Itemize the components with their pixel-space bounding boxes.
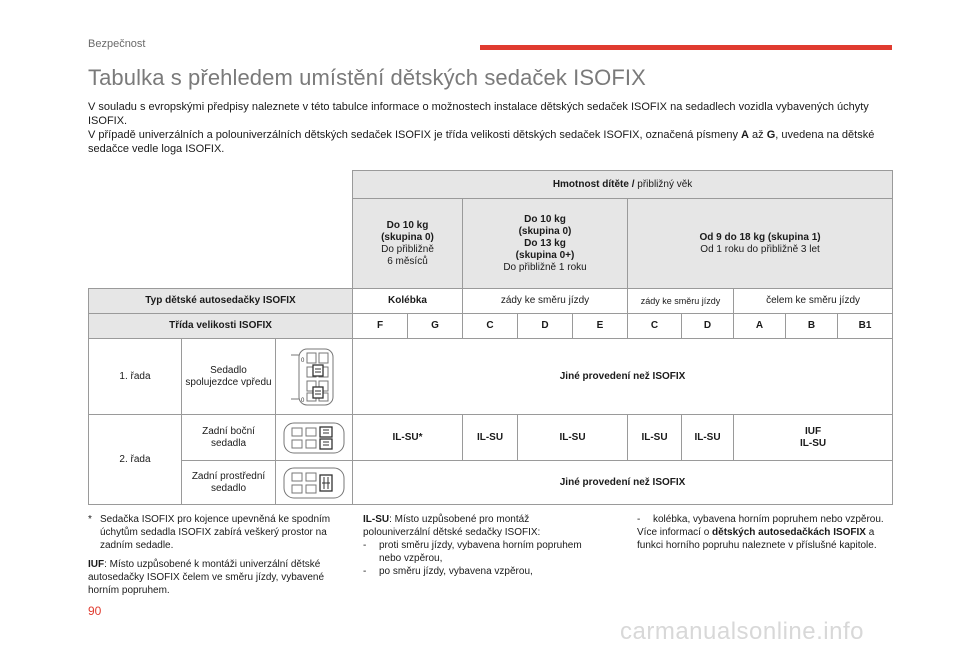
- car-front-seat-icon: [276, 339, 353, 415]
- seat-rear-middle: Zadní prostřední sedadlo: [182, 461, 276, 505]
- front-passenger-value: Jiné provedení než ISOFIX: [353, 339, 893, 415]
- size-class-cell: A: [734, 314, 786, 339]
- size-class-cell: C: [628, 314, 682, 339]
- intro-text: [88, 100, 888, 156]
- size-class-cell: B: [786, 314, 838, 339]
- rear-middle-value: Jiné provedení než ISOFIX: [353, 461, 893, 505]
- type-forward-facing: čelem ke směru jízdy: [734, 289, 893, 314]
- ilsu-item: - po směru jízdy, vybavena vzpěrou,: [363, 566, 533, 577]
- page-title: Tabulka s přehledem umístění dětských sedaček ISOFIX: [88, 65, 646, 90]
- rear-side-value: IL-SU: [628, 415, 682, 461]
- rear-side-value: IL-SU: [463, 415, 518, 461]
- svg-text:0: 0: [301, 357, 305, 364]
- rear-side-value: IL-SU: [518, 415, 628, 461]
- iuf-note: IUF: Místo uzpůsobené k montáži univerzální dětské autosedačky ISOFIX čelem ve směru jízdy, vybavené horním popruhem.: [88, 559, 325, 596]
- section-title: Bezpečnost: [88, 38, 146, 50]
- weight-header: Hmotnost dítěte / přibližný věk: [353, 171, 893, 199]
- size-class-cell: C: [463, 314, 518, 339]
- group-0-header: Do 10 kg (skupina 0) Do přibližně 6 měsíců: [353, 199, 463, 289]
- seat-rear-side: Zadní boční sedadla: [182, 415, 276, 461]
- ilsu-item: - proti směru jízdy, vybavena horním popruhem nebo vzpěrou,: [363, 540, 582, 564]
- seat-type-label: Typ dětské autosedačky ISOFIX: [89, 289, 353, 314]
- footnote-column-3: [637, 513, 892, 558]
- type-rear-facing-2: zády ke směru jízdy: [628, 289, 734, 314]
- row-label-2: 2. řada: [89, 415, 182, 505]
- more-info-note: Více informací o dětských autosedačkách ISOFIX a funkci horního popruhu naleznete v příslušné kapitole.: [637, 527, 877, 551]
- size-class-cell: B1: [838, 314, 893, 339]
- watermark: carmanualsonline.info: [620, 618, 864, 645]
- group-1-header: Od 9 do 18 kg (skupina 1) Od 1 roku do přibližně 3 let: [628, 199, 893, 289]
- footnote-column-1: [88, 513, 336, 603]
- size-class-cell: D: [682, 314, 734, 339]
- group-0plus-header: Do 10 kg (skupina 0) Do 13 kg (skupina 0+) Do přibližně 1 roku: [463, 199, 628, 289]
- car-rear-side-seats-icon: [276, 415, 353, 461]
- size-class-cell: G: [408, 314, 463, 339]
- page-number: 90: [88, 604, 102, 618]
- footnote-column-2: [363, 513, 583, 578]
- seat-front-passenger: Sedadlo spolujezdce vpředu: [182, 339, 276, 415]
- size-class-cell: F: [353, 314, 408, 339]
- car-rear-middle-seat-icon: [276, 461, 353, 505]
- asterisk-mark: *: [88, 514, 92, 525]
- rear-side-value: IL-SU: [682, 415, 734, 461]
- asterisk-note: Sedačka ISOFIX pro kojence upevněná ke spodním úchytům sedadla ISOFIX zabírá veškerý prostor na zadním sedadle.: [100, 514, 331, 551]
- svg-text:0: 0: [301, 397, 305, 404]
- intro-paragraph-1: V souladu s evropskými předpisy naleznete v této tabulce informace o možnostech instalace dětských sedaček ISOFIX na sedadlech vozidla vybavených úchyty ISOFIX.: [88, 101, 869, 127]
- type-cot: Kolébka: [353, 289, 463, 314]
- rear-side-value-forward: IUF IL-SU: [734, 415, 893, 461]
- size-class-cell: D: [518, 314, 573, 339]
- ilsu-note: IL-SU: Místo uzpůsobené pro montáž polouniverzální dětské sedačky ISOFIX:: [363, 514, 541, 538]
- type-rear-facing: zády ke směru jízdy: [463, 289, 628, 314]
- cot-item: - kolébka, vybavena horním popruhem nebo vzpěrou.: [637, 514, 884, 525]
- size-class-cell: E: [573, 314, 628, 339]
- section-accent-bar: [480, 45, 892, 50]
- isofix-table: [88, 170, 893, 505]
- size-class-label: Třída velikosti ISOFIX: [89, 314, 353, 339]
- intro-paragraph-2: V případě univerzálních a polouniverzálních dětských sedaček ISOFIX je třída velikosti dětských sedaček ISOFIX, označená písmeny A až G, uvedena na dětské sedačce vedle loga ISOFIX.: [88, 129, 875, 155]
- row-label-1: 1. řada: [89, 339, 182, 415]
- rear-side-value: IL-SU*: [353, 415, 463, 461]
